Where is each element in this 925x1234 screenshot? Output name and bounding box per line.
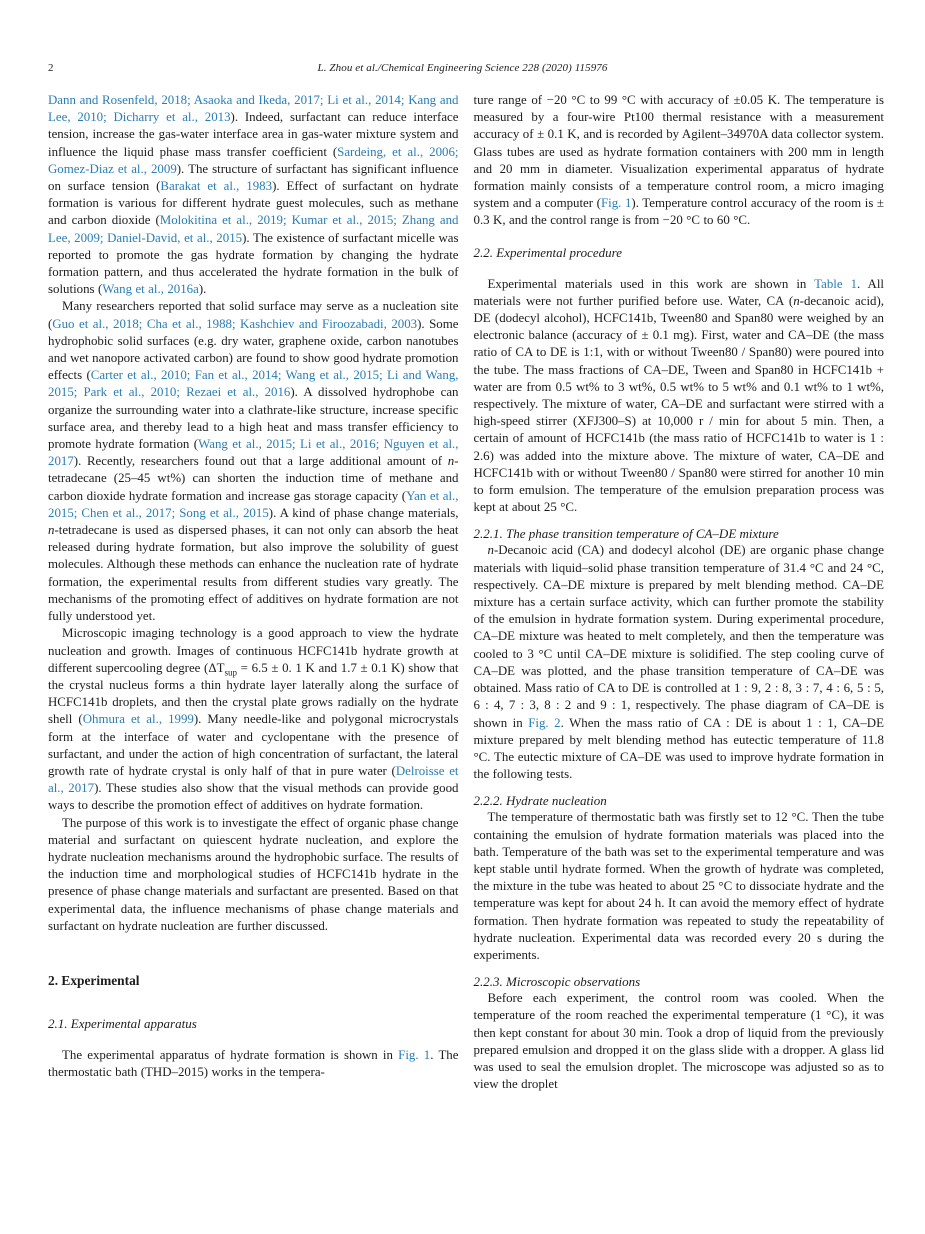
body-text: Experimental materials used in this work are shown in bbox=[487, 276, 815, 291]
italic-term: n bbox=[48, 523, 55, 538]
body-text: -Decanoic acid (CA) and dodecyl alcohol (DE) are organic phase change materials with liquid–solid phase transition temperature of 31.4 °C and 24 °C, respectively. CA–DE mixture is prepared by melt blending method. CA–DE mixture has a certain surface activity, which can further promote the stability of the emulsion in hydrate formation system. During experimental procedure, CA–DE mixture was heated to melt completely, and then the temperature was cooled to 3 °C until CA–DE mixture is solidified. The step cooling curve of CA–DE was plotted, and the phase transition temperature of CA–DE was obtained. Mass ratio of CA to DE is controlled at 1 : 9, 2 : 8, 3 : 7, 4 : 6, 5 : 5, 6 : 4, 7 : 3, 8 : 2 and 9 : 1, respectively. The phase diagram of CA–DE is shown in bbox=[473, 543, 884, 730]
paragraph bbox=[48, 815, 459, 935]
body-text: . The thermostatic bath (THD–2015) works in the tempera- bbox=[48, 1047, 459, 1080]
body-text: ). Effect of surfactant on hydrate formation is various for different hydrate guest molecules, such as methane and carbon dioxide ( bbox=[48, 179, 459, 228]
body-text: ). Many needle-like and polygonal microcrystals form at the interface of water and cyclopentane with the presence of surfactant, and under the action of high concentration of surfactant, the lateral growth rate of hydrate crystal is only half of that in pure water ( bbox=[48, 712, 459, 778]
paragraph bbox=[474, 276, 885, 517]
citation-link[interactable]: Table 1 bbox=[814, 276, 858, 291]
subsection-heading-2-1: 2.1. Experimental apparatus bbox=[48, 1015, 197, 1031]
paragraph bbox=[48, 298, 459, 625]
body-text: ). Temperature control accuracy of the room is ± 0.3 K, and the control range is from −20 °C to 60 °C. bbox=[473, 196, 884, 228]
citation-link[interactable]: Wang et al., 2016a bbox=[102, 282, 199, 297]
citation-link[interactable]: Guo et al., 2018; Cha et al., 1988; Kashchiev and Firoozabadi, 2003 bbox=[52, 316, 418, 331]
body-text: ). A kind of phase change materials, bbox=[268, 505, 459, 520]
body-text: Before each experiment, the control room was cooled. When the temperature of the room reached the experimental temperature (1 °C), it was then kept constant for about 30 min. Took a drop of liquid from the previously prepared emulsion and dropped it on the glass slide with a dropper. A glass lid was used to seal the emulsion droplet. The microscope was adjusted so as to view the droplet bbox=[473, 991, 884, 1092]
citation-link[interactable]: Sardeing, et al., 2006; Gomez-Diaz et al., 2009 bbox=[48, 144, 459, 176]
body-text: . When the mass ratio of CA : DE is about 1 : 1, CA–DE mixture prepared by melt blending method has eutectic temperature of 11.8 °C. The eutectic mixture of CA–DE was used to improve hydrate formation in the following tests. bbox=[473, 715, 884, 782]
page-header bbox=[48, 62, 877, 78]
subsection-heading-2-2-3: 2.2.3. Microscopic observations bbox=[473, 974, 641, 990]
body-text: ). bbox=[198, 282, 207, 297]
page-number: 2 bbox=[48, 62, 54, 74]
subsection-heading-2-2-1: 2.2.1. The phase transition temperature of CA–DE mixture bbox=[473, 526, 779, 542]
italic-term: n bbox=[447, 454, 455, 469]
right-column bbox=[474, 92, 885, 1234]
citation-link[interactable]: Yan et al., 2015; Chen et al., 2017; Song et al., 2015 bbox=[48, 488, 459, 520]
body-text: -decanoic acid), DE (dodecyl alcohol), HCFC141b, Tween80 and Span80 were weighed by an electronic balance (accuracy of ± 0.1 mg). First, water and CA–DE (the mass ratio of CA to DE is 1:1, with or without Tween80 / Span80) were poured into the tube. The mass fractions of CA–DE, Tween and Span80 in HCFC141b + water are from 0.5 wt% to 3 wt%, 0.5 wt% to 5 wt% and 0.1 wt% to 1 wt%, respectively. The mixture of water, CA–DE and surfactant were stirred with a high-speed stirrer (XFJ300–S) at 10,000 r / min for about 5 min. Then, a certain of amount of HCFC141b (the mass ratio of HCFC141b to water is 1 : 2.6) was added into the mixture above. The mixture of water, CA–DE and HCFC141b with or without Tween80 / Span80 were stirred for another 10 min to form emulsion. The temperature of the emulsion preparation process was kept at about 25 °C. bbox=[473, 293, 884, 515]
paragraph bbox=[474, 92, 885, 230]
citation-link[interactable]: Carter et al., 2010; Fan et al., 2014; Wang et al., 2015; Li and Wang, 2015; Park et al., 2010; Rezaei et al., 2016 bbox=[48, 368, 459, 400]
left-column bbox=[48, 92, 459, 1234]
two-column-body bbox=[48, 92, 884, 1234]
citation-link[interactable]: Ohmura et al., 1999 bbox=[82, 712, 194, 727]
running-head: L. Zhou et al./Chemical Engineering Science 228 (2020) 115976 bbox=[317, 62, 608, 74]
italic-term: n bbox=[793, 293, 800, 308]
paragraph bbox=[48, 92, 459, 298]
body-text: Microscopic imaging technology is a good approach to view the hydrate nucleation and growth. Images of continuous HCFC141b hydrate growth at different supercooling degree (ΔT bbox=[48, 626, 459, 675]
body-text: The purpose of this work is to investigate the effect of organic phase change material and surfactant on quiescent hydrate nucleation, and explore the hydrate nucleation mechanisms around the hydrophobic surface. The results of the induction time and morphological studies of HCFC141b hydrate in the presence of phase change materials and surfactant are presented. Based on that experimental data, the influence mechanisms of phase change materials and surfactant on hydrate nucleation are further discussed. bbox=[48, 815, 459, 933]
paragraph bbox=[48, 625, 459, 814]
body-text: The experimental apparatus of hydrate formation is shown in bbox=[62, 1047, 399, 1062]
body-text: . All materials were not further purified before use. Water, CA ( bbox=[473, 276, 885, 308]
citation-link[interactable]: Delroisse et al., 2017 bbox=[48, 763, 459, 796]
body-text: ). These studies also show that the visual methods can provide good ways to describe the promotion effect of additives on hydrate formation. bbox=[48, 781, 459, 813]
body-text: ). Indeed, surfactant can reduce interface tension, increase the gas-water interface area in gas-water mixture system and influence the liquid phase mass transfer coefficient ( bbox=[48, 110, 459, 159]
body-text: = 6.5 ± 0. 1 K and 1.7 ± 0.1 K) show that the crystal nucleus forms a thin hydrate layer laterally along the surface of HCFC141b droplets, and then the crystal plate grows radially on the hydrate shell ( bbox=[48, 660, 459, 727]
body-text: ). A dissolved hydrophobe can organize the surrounding water into a clathrate-like structure, increase specific surface area, and thereby lead to a high heat and mass transfer efficiency to promote hydrate formation ( bbox=[48, 385, 459, 452]
paragraph bbox=[474, 542, 885, 783]
subsection-heading-2-2: 2.2. Experimental procedure bbox=[473, 244, 622, 260]
body-text: ). The structure of surfactant has significant influence on surface tension ( bbox=[48, 161, 459, 194]
body-text: ). Some hydrophobic solid surfaces (e.g. dry water, graphene oxide, carbon nanotubes and wet nanopore activated carbon) are found to show good hydrate promotion effects ( bbox=[48, 316, 459, 383]
body-text: ). Recently, researchers found out that a large additional amount of bbox=[73, 454, 448, 469]
citation-link[interactable]: Wang et al., 2015; Li et al., 2016; Nguyen et al., 2017 bbox=[48, 437, 459, 469]
citation-link[interactable]: Barakat et al., 1983 bbox=[160, 179, 273, 194]
subsection-heading-2-2-2: 2.2.2. Hydrate nucleation bbox=[473, 793, 607, 809]
subscript: sup bbox=[224, 667, 238, 678]
body-text: -tetradecane (25–45 wt%) can shorten the induction time of methane and carbon dioxide hydrate formation and increase gas storage capacity ( bbox=[48, 454, 459, 503]
paragraph bbox=[48, 1047, 459, 1081]
body-text: ture range of −20 °C to 99 °C with accuracy of ±0.05 K. The temperature is measured by a four-wire Pt100 thermal resistance with a measurement accuracy of ± 0.1 K, and is recorded by Agilent–34970A data collector system. Glass tubes are used as hydrate formation containers with 200 mm in length and 20 mm in diameter. Visualization experimental apparatus of hydrate formation mainly consists of a temperature control room, a micro imaging system and a computer ( bbox=[473, 93, 884, 211]
citation-link[interactable]: Molokitina et al., 2019; Kumar et al., 2015; Zhang and Lee, 2009; Daniel-David, et al., 2015 bbox=[48, 213, 459, 245]
body-text: -tetradecane is used as dispersed phases, it can not only can absorb the heat released during hydrate formation, but also improve the solubility of guest molecules. Although these methods can enhance the nucleation rate of hydrate formation, the experimental results from different studies vary greatly. The mechanisms of the promoting effect of additives on hydrate formation are not fully understood yet. bbox=[48, 523, 459, 624]
italic-term: n bbox=[487, 543, 494, 558]
citation-link[interactable]: Fig. 1 bbox=[398, 1047, 431, 1062]
body-text: The temperature of thermostatic bath was firstly set to 12 °C. Then the tube containing the emulsion of hydrate formation materials was placed into the bath. Temperature of the bath was set to the experimental temperature and was kept stable until hydrate formed. When the growth of hydrate was completed, the mixture in the tube was heated to about 25 °C to dissociate hydrate and the temperature was kept for about 24 h. It can avoid the memory effect of hydrate formation. Then hydrate formation was repeated to study the repeatability of hydrate nucleation. Experimental data was recorded every 20 s during the experiments. bbox=[473, 810, 884, 962]
body-text: Many researchers reported that solid surface may serve as a nucleation site ( bbox=[48, 299, 459, 331]
paragraph bbox=[474, 990, 885, 1093]
citation-link[interactable]: Fig. 1 bbox=[600, 196, 632, 211]
paragraph bbox=[474, 809, 885, 964]
body-text: ). The existence of surfactant micelle was reported to promote the gas hydrate formation by changing the hydrate formation pattern, and thus accelerated the hydrate formation in the bulk of solutions ( bbox=[48, 230, 459, 297]
citation-link[interactable]: Fig. 2 bbox=[528, 715, 561, 730]
section-heading-experimental: 2. Experimental bbox=[48, 972, 140, 988]
citation-link[interactable]: Dann and Rosenfeld, 2018; Asaoka and Ikeda, 2017; Li et al., 2014; Kang and Lee, 2010; Dicharry et al., 2013 bbox=[48, 93, 459, 125]
